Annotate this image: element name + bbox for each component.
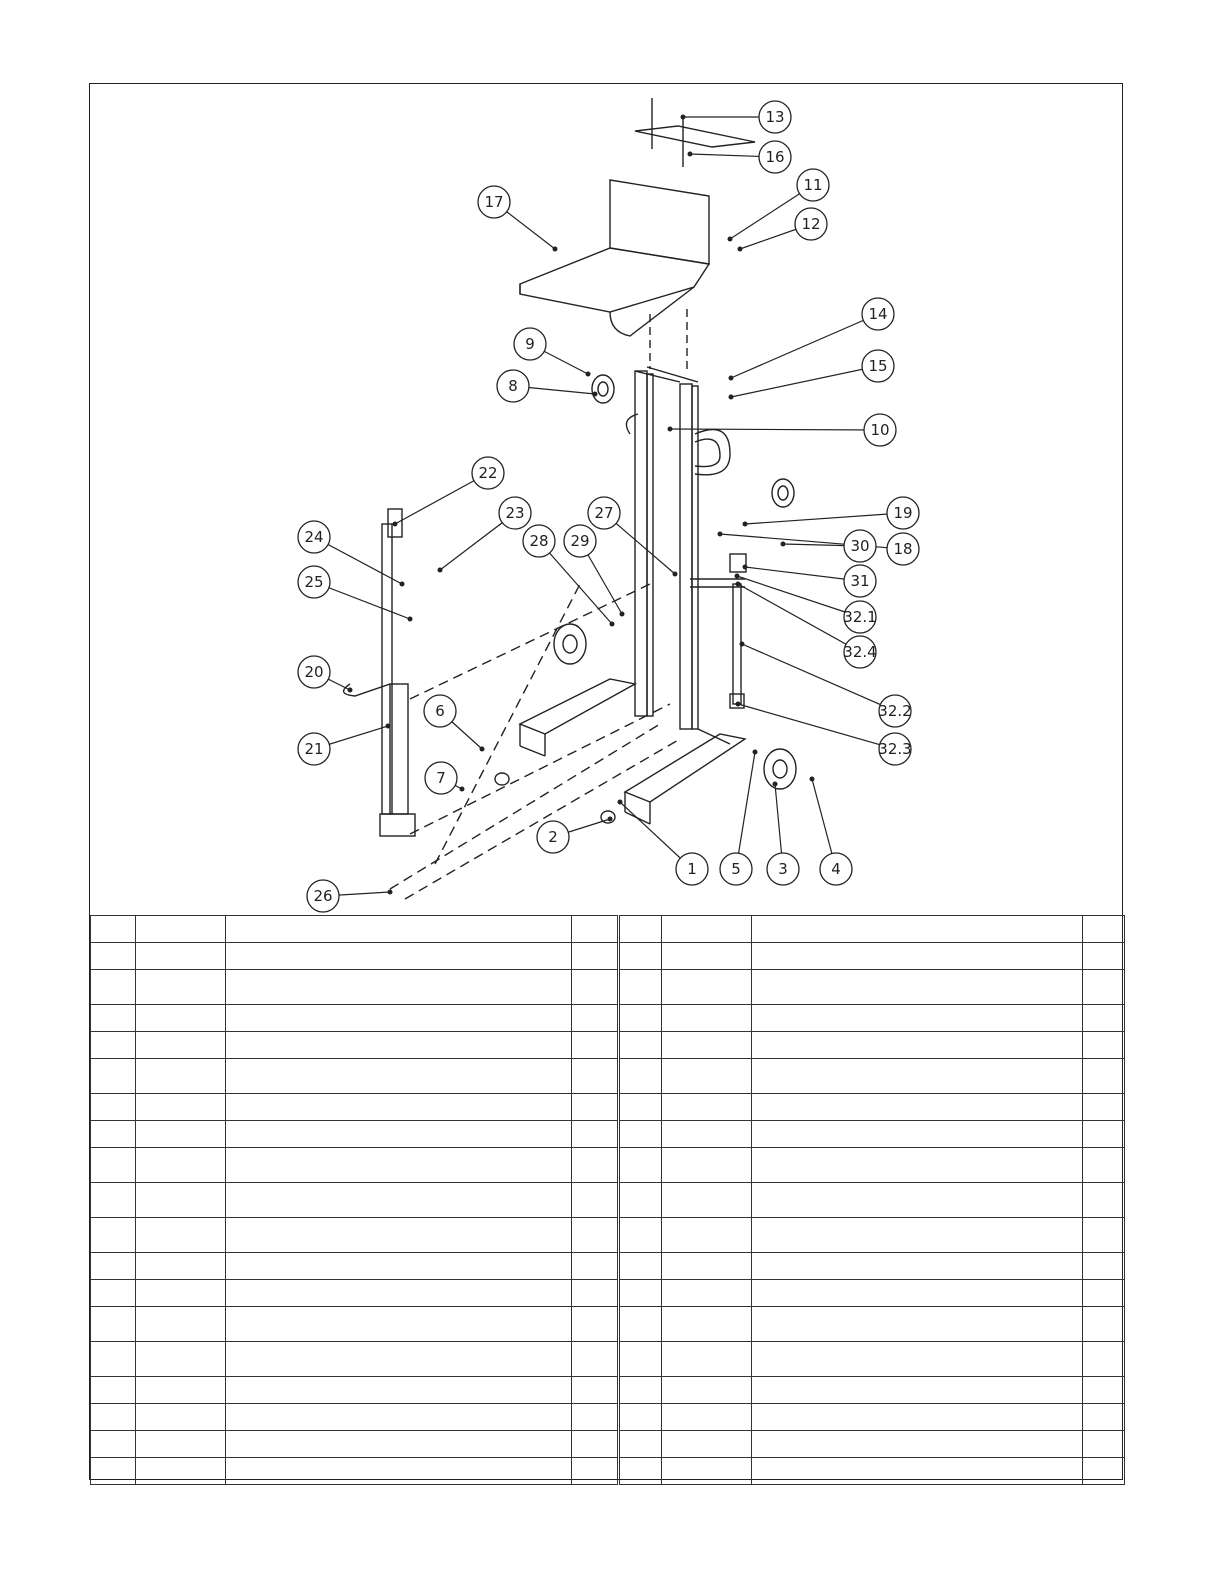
part-number-cell (136, 1307, 226, 1342)
callout-label-23: 23 (505, 504, 525, 522)
parts-table-left-row (91, 970, 618, 1005)
part-number-cell (136, 943, 226, 970)
parts-table-right-row (620, 1148, 1125, 1183)
callout-arrowhead-32-1 (735, 574, 740, 579)
callout-leader-19 (745, 513, 903, 524)
callout-label-6: 6 (435, 702, 445, 720)
mast-left-channel (635, 371, 647, 716)
callout-label-17: 17 (484, 193, 504, 211)
description-cell (226, 1121, 572, 1148)
qty-cell (572, 1404, 618, 1431)
description-cell (226, 1032, 572, 1059)
callout-label-31: 31 (850, 572, 870, 590)
parts-table-left-row (91, 1059, 618, 1094)
parts-table-left-row (91, 1121, 618, 1148)
platform-shelf (520, 248, 709, 312)
parts-table-right-row (620, 1342, 1125, 1377)
callout-label-32-2: 32.2 (878, 702, 912, 720)
part-number-cell (662, 1307, 752, 1342)
callout-label-20: 20 (304, 663, 324, 681)
callout-label-3: 3 (778, 860, 788, 878)
callout-label-25: 25 (304, 573, 324, 591)
callout-label-22: 22 (478, 464, 498, 482)
qty-cell (572, 943, 618, 970)
callout-label-15: 15 (868, 357, 888, 375)
base-left-leg (520, 679, 635, 734)
part-number-cell (662, 916, 752, 943)
parts-table-left-row (91, 1431, 618, 1458)
description-cell (226, 1059, 572, 1094)
parts-table-right-row (620, 1458, 1125, 1485)
part-number-cell (662, 1183, 752, 1218)
item-cell (620, 1280, 662, 1307)
item-cell (91, 1032, 136, 1059)
description-cell (226, 1148, 572, 1183)
callout-leader-31 (745, 567, 860, 581)
part-number-cell (136, 1431, 226, 1458)
callout-arrowhead-6 (480, 747, 485, 752)
part-number-cell (662, 1218, 752, 1253)
qty-cell (572, 1431, 618, 1458)
item-cell (620, 1431, 662, 1458)
platform-lip (610, 287, 694, 336)
item-cell (91, 1148, 136, 1183)
callout-arrowhead-18 (718, 532, 723, 537)
callout-label-27: 27 (594, 504, 614, 522)
drawing-sheet (89, 83, 1123, 1480)
qty-cell (572, 1032, 618, 1059)
wheel-8-right (772, 479, 794, 507)
parts-table-left-row (91, 943, 618, 970)
callout-arrowhead-31 (743, 565, 748, 570)
item-cell (620, 943, 662, 970)
description-cell (752, 1005, 1083, 1032)
item-cell (91, 943, 136, 970)
exploded-view-drawing (90, 84, 1124, 915)
parts-table-right-row (620, 916, 1125, 943)
part-number-cell (136, 1183, 226, 1218)
part-number-cell (662, 970, 752, 1005)
item-cell (91, 1404, 136, 1431)
part-number-cell (662, 1253, 752, 1280)
part-number-cell (662, 943, 752, 970)
callout-arrowhead-11 (728, 237, 733, 242)
parts-table-left-row (91, 1458, 618, 1485)
qty-cell (1083, 970, 1125, 1005)
description-cell (226, 1253, 572, 1280)
part-number-cell (136, 1253, 226, 1280)
callout-leader-14 (731, 314, 878, 378)
callout-label-10: 10 (870, 421, 890, 439)
qty-cell (572, 1121, 618, 1148)
description-cell (226, 943, 572, 970)
description-cell (752, 1094, 1083, 1121)
caster-7 (495, 773, 509, 785)
parts-table-right-row (620, 1404, 1125, 1431)
callout-arrowhead-16 (688, 152, 693, 157)
platform-back (610, 180, 709, 264)
callout-layer (298, 101, 919, 912)
item-cell (91, 916, 136, 943)
callout-leader-32-3 (738, 704, 895, 749)
description-cell (752, 943, 1083, 970)
description-cell (226, 1431, 572, 1458)
item-cell (620, 1094, 662, 1121)
qty-cell (1083, 916, 1125, 943)
parts-table-left-row (91, 1148, 618, 1183)
qty-cell (1083, 1005, 1125, 1032)
item-cell (620, 1121, 662, 1148)
parts-table-left (90, 915, 618, 1485)
item-cell (91, 1121, 136, 1148)
callout-label-24: 24 (304, 528, 324, 546)
callout-arrowhead-26 (388, 890, 393, 895)
item-cell (91, 1218, 136, 1253)
item-cell (91, 1377, 136, 1404)
mast-right-channel (680, 384, 692, 729)
parts-table-left-row (91, 1218, 618, 1253)
item-cell (620, 1342, 662, 1377)
item-cell (91, 970, 136, 1005)
callout-leader-15 (731, 366, 878, 397)
qty-cell (1083, 1307, 1125, 1342)
qty-cell (572, 1148, 618, 1183)
assembly-linework (344, 98, 796, 899)
callout-label-29: 29 (570, 532, 590, 550)
qty-cell (1083, 1183, 1125, 1218)
callout-arrowhead-9 (586, 372, 591, 377)
description-cell (226, 1280, 572, 1307)
part-number-cell (136, 1377, 226, 1404)
parts-table-left-row (91, 1404, 618, 1431)
qty-cell (572, 1005, 618, 1032)
description-cell (752, 1183, 1083, 1218)
parts-table-right-row (620, 1183, 1125, 1218)
description-cell (226, 1307, 572, 1342)
callout-arrowhead-32-4 (736, 582, 741, 587)
part-number-cell (136, 1280, 226, 1307)
part-number-cell (662, 1148, 752, 1183)
qty-cell (1083, 1280, 1125, 1307)
parts-table-left-row (91, 1253, 618, 1280)
item-cell (620, 1218, 662, 1253)
callout-arrowhead-14 (729, 376, 734, 381)
parts-table-left-row (91, 1307, 618, 1342)
callout-label-7: 7 (436, 769, 446, 787)
qty-cell (1083, 1094, 1125, 1121)
callout-arrowhead-23 (438, 568, 443, 573)
qty-cell (1083, 1148, 1125, 1183)
callout-arrowhead-20 (348, 688, 353, 693)
callout-leader-32-1 (737, 576, 860, 617)
qty-cell (1083, 1059, 1125, 1094)
description-cell (752, 1458, 1083, 1485)
item-cell (620, 1183, 662, 1218)
part-number-cell (662, 1458, 752, 1485)
callout-label-14: 14 (868, 305, 888, 323)
callout-arrowhead-8 (593, 392, 598, 397)
callout-label-32-1: 32.1 (843, 608, 877, 626)
part-number-cell (662, 1032, 752, 1059)
callout-label-12: 12 (801, 215, 821, 233)
qty-cell (1083, 1218, 1125, 1253)
item-cell (91, 1431, 136, 1458)
callout-label-18: 18 (893, 540, 913, 558)
parts-table-left-row (91, 1280, 618, 1307)
callout-label-9: 9 (525, 335, 535, 353)
callout-arrowhead-27 (673, 572, 678, 577)
callout-label-32-3: 32.3 (878, 740, 912, 758)
qty-cell (1083, 1377, 1125, 1404)
part-number-cell (662, 1342, 752, 1377)
callout-label-5: 5 (731, 860, 741, 878)
qty-cell (1083, 1032, 1125, 1059)
parts-table-right-row (620, 1005, 1125, 1032)
part-number-cell (136, 1094, 226, 1121)
qty-cell (1083, 1404, 1125, 1431)
description-cell (752, 1121, 1083, 1148)
callout-label-13: 13 (765, 108, 785, 126)
callout-arrowhead-17 (553, 247, 558, 252)
callout-arrowhead-5 (753, 750, 758, 755)
callout-label-19: 19 (893, 504, 913, 522)
qty-cell (572, 970, 618, 1005)
wheel-3-left (554, 624, 586, 664)
callout-leader-32-4 (738, 584, 860, 652)
qty-cell (572, 1342, 618, 1377)
description-cell (226, 1218, 572, 1253)
parts-table-right (619, 915, 1125, 1485)
parts-table-right-row (620, 1059, 1125, 1094)
qty-cell (572, 1458, 618, 1485)
item-cell (620, 1148, 662, 1183)
callout-arrowhead-29 (620, 612, 625, 617)
part-number-cell (136, 1148, 226, 1183)
description-cell (226, 1005, 572, 1032)
part-number-cell (136, 970, 226, 1005)
part-number-cell (662, 1404, 752, 1431)
part-number-cell (136, 1218, 226, 1253)
qty-cell (1083, 943, 1125, 970)
part-number-cell (662, 1005, 752, 1032)
part-number-cell (136, 1059, 226, 1094)
parts-list-table-area (90, 915, 1124, 1481)
description-cell (226, 1342, 572, 1377)
callout-leader-5 (736, 752, 755, 869)
description-cell (752, 1377, 1083, 1404)
callout-arrowhead-10 (668, 427, 673, 432)
part-number-cell (136, 1342, 226, 1377)
description-cell (752, 1032, 1083, 1059)
exploded-assembly-svg (90, 84, 1124, 915)
description-cell (226, 1377, 572, 1404)
description-cell (226, 1094, 572, 1121)
item-cell (620, 1253, 662, 1280)
item-cell (91, 1094, 136, 1121)
qty-cell (1083, 1431, 1125, 1458)
item-cell (91, 1280, 136, 1307)
callout-arrowhead-19 (743, 522, 748, 527)
callout-label-28: 28 (529, 532, 549, 550)
callout-label-32-4: 32.4 (843, 643, 877, 661)
callout-arrowhead-25 (408, 617, 413, 622)
callout-label-16: 16 (765, 148, 785, 166)
parts-table-right-row (620, 943, 1125, 970)
qty-cell (572, 1307, 618, 1342)
part-number-cell (662, 1121, 752, 1148)
parts-table-left-row (91, 1377, 618, 1404)
item-cell (91, 1458, 136, 1485)
qty-cell (572, 1280, 618, 1307)
callout-label-8: 8 (508, 377, 518, 395)
top-plate (635, 126, 755, 147)
item-cell (91, 1059, 136, 1094)
parts-table-left-row (91, 1342, 618, 1377)
item-cell (91, 1307, 136, 1342)
qty-cell (572, 1377, 618, 1404)
callout-label-11: 11 (803, 176, 823, 194)
description-cell (752, 1307, 1083, 1342)
callout-label-30: 30 (850, 537, 870, 555)
callout-arrowhead-32-2 (740, 642, 745, 647)
bracket-31 (730, 554, 746, 572)
parts-table-left-row (91, 1032, 618, 1059)
callout-arrowhead-22 (393, 522, 398, 527)
qty-cell (572, 1094, 618, 1121)
part-number-cell (662, 1059, 752, 1094)
description-cell (752, 916, 1083, 943)
callout-arrowhead-1 (618, 800, 623, 805)
part-number-cell (662, 1094, 752, 1121)
description-cell (752, 1148, 1083, 1183)
item-cell (620, 1377, 662, 1404)
item-cell (620, 1307, 662, 1342)
description-cell (226, 916, 572, 943)
item-cell (91, 1342, 136, 1377)
description-cell (226, 1458, 572, 1485)
parts-table-right-row (620, 1032, 1125, 1059)
qty-cell (572, 1059, 618, 1094)
qty-cell (1083, 1342, 1125, 1377)
parts-table-right-row (620, 1253, 1125, 1280)
item-cell (620, 1005, 662, 1032)
qty-cell (572, 1253, 618, 1280)
callout-arrowhead-7 (460, 787, 465, 792)
callout-leader-10 (670, 429, 880, 430)
item-cell (620, 1059, 662, 1094)
part-number-cell (662, 1377, 752, 1404)
description-cell (752, 1280, 1083, 1307)
qty-cell (572, 1183, 618, 1218)
description-cell (752, 1404, 1083, 1431)
parts-table-left-row (91, 1094, 618, 1121)
callout-label-21: 21 (304, 740, 324, 758)
item-cell (91, 1253, 136, 1280)
callout-arrowhead-32-3 (736, 702, 741, 707)
part-number-cell (136, 916, 226, 943)
part-number-cell (662, 1431, 752, 1458)
part-number-cell (136, 1005, 226, 1032)
callout-arrowhead-30 (781, 542, 786, 547)
description-cell (752, 1059, 1083, 1094)
callout-arrowhead-13 (681, 115, 686, 120)
part-number-cell (662, 1280, 752, 1307)
parts-table-left-row (91, 916, 618, 943)
description-cell (752, 970, 1083, 1005)
parts-table-left-row (91, 1005, 618, 1032)
parts-table-right-row (620, 1094, 1125, 1121)
handle (695, 430, 730, 475)
callout-label-1: 1 (687, 860, 697, 878)
item-cell (620, 1458, 662, 1485)
item-cell (620, 1404, 662, 1431)
description-cell (752, 1431, 1083, 1458)
qty-cell (572, 916, 618, 943)
description-cell (752, 1253, 1083, 1280)
item-cell (620, 916, 662, 943)
description-cell (752, 1218, 1083, 1253)
item-cell (620, 1032, 662, 1059)
callout-arrowhead-21 (386, 724, 391, 729)
callout-arrowhead-4 (810, 777, 815, 782)
description-cell (752, 1342, 1083, 1377)
parts-table-left-row (91, 1183, 618, 1218)
wheel-8-left (592, 375, 614, 403)
callout-arrowhead-2 (608, 817, 613, 822)
parts-table-right-row (620, 1431, 1125, 1458)
qty-cell (572, 1218, 618, 1253)
qty-cell (1083, 1253, 1125, 1280)
qty-cell (1083, 1121, 1125, 1148)
callout-arrowhead-15 (729, 395, 734, 400)
callout-label-4: 4 (831, 860, 841, 878)
callout-arrowhead-24 (400, 582, 405, 587)
part-number-cell (136, 1458, 226, 1485)
callout-arrowhead-3 (773, 782, 778, 787)
item-cell (91, 1005, 136, 1032)
parts-table-right-row (620, 1307, 1125, 1342)
parts-table-right-row (620, 970, 1125, 1005)
callout-arrowhead-12 (738, 247, 743, 252)
callout-label-26: 26 (313, 887, 333, 905)
base-right-leg (625, 734, 745, 802)
item-cell (620, 970, 662, 1005)
parts-table-right-row (620, 1280, 1125, 1307)
parts-table-right-row (620, 1121, 1125, 1148)
parts-table-right-row (620, 1218, 1125, 1253)
parts-table-right-row (620, 1377, 1125, 1404)
description-cell (226, 1404, 572, 1431)
callout-label-2: 2 (548, 828, 558, 846)
description-cell (226, 1183, 572, 1218)
item-cell (91, 1183, 136, 1218)
part-number-cell (136, 1032, 226, 1059)
callout-arrowhead-28 (610, 622, 615, 627)
part-number-cell (136, 1121, 226, 1148)
wheel-3-right (764, 749, 796, 789)
part-number-cell (136, 1404, 226, 1431)
qty-cell (1083, 1458, 1125, 1485)
description-cell (226, 970, 572, 1005)
